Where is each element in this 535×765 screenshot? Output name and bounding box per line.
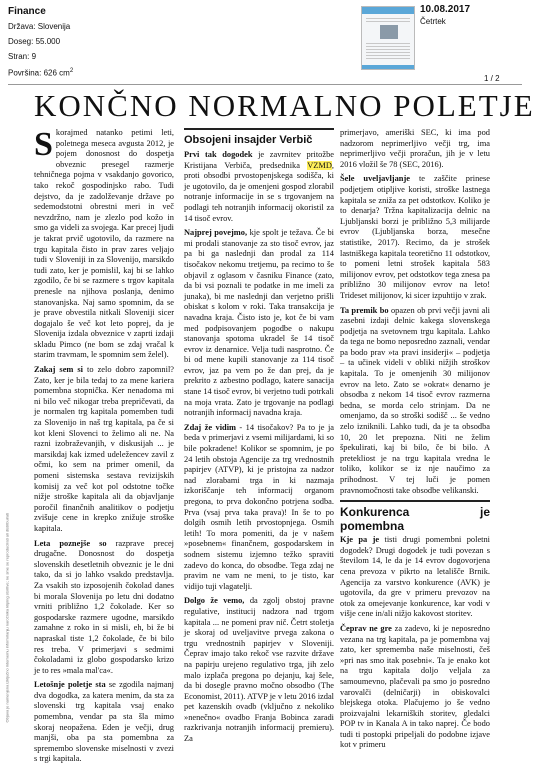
page-counter: 1 / 2 <box>484 74 500 83</box>
side-disclaimer: Objava je namenjena izključno internemu informiranju naročnika kliping storitve; ne sme se reproducirati ali distribuirati <box>4 512 10 723</box>
paragraph: Dolgo že vemo, da zgolj obstoj pravne regulative, institucij nadzora nad trgom kapitala ... ne pomeni prav nič. Četrt stoletja je skoraj od uveljavitve prvega zakona o trgu vrednostnih papirjev v Sloveniji. Čeprav imajo tako rekoč vse razvite države na papirju urejeno regulativo trga, jih zelo malo izplača pregona po dejanju, kaj šele, da bi dosegle pravno močno obsodbo (The Economist, 2011). ATVP je v letu 2016 izdal pet kazenskih ovadb (vključno z nekoliko »nenečno« ovadbo Franja Bobinca zaradi razkrivanja notranjih informacij premieru). Za <box>184 596 334 744</box>
country-label: Država: Slovenija <box>8 22 71 31</box>
paragraph: Zdaj že vidim - 14 tisočakov? Pa to je ja beda v primerjavi z vsemi milijardami, ki so bile pokradene! Kolikor se spomnim, je po 24 letih obstoja Agencije za trg vrednostnih papirjev (ATVP), ki je pristojna za nadzor nad zlorabami trga in ki nazmaja izkoriščanje teh informacij organom pregona, to prva dokončno potrjena sodba. Prva (vsaj prva taka prava)! In še to po dolgih osmih letih prvostopnjega. Osmih letih! To mora pomeniti, da je v našem »posebnem« finančnem, gospodarskem in sodnem sistemu izjemno težko spraviti zadevo do konca, do obsodbe. Tega zdaj ne pravim ne vam ne meni, to je tisto, kar vidijo tuji vlagatelji. <box>184 422 334 591</box>
subsection-title: Konkurenca je pomembna <box>340 500 490 533</box>
article-column-3 <box>340 128 490 750</box>
article-headline: KONČNO NORMALNO POLETJE <box>34 88 535 123</box>
reach-label: Doseg: 55.000 <box>8 37 61 46</box>
issue-date: 10.08.2017 <box>420 4 471 15</box>
paragraph: Prvi tak dogodek je zavrnitev pritožbe Kristijana Verbiča, predsednika VZMD, proti obsodbi prvostopenjskega sodišča, ki je ugotovilo, da je omenjeni gospod zlorabil notranje informacije in se s trgovanjem na podlagi teh notranjih informacij okoristil za 14 tisoč evrov. <box>184 150 334 223</box>
paragraph: Najprej povejmo, kje spolt je težava. Če bi mi prodali stanovanje za sto tisoč evrov, jaz pa bi ga naslednji dan prodal za 114 tisočakov nekomu tretjemu, pa recimo to še objavil z oglasom v časniku Finance (zato, da bi vsi poznali te podatke in me imeli za junaka), bi me naslednji dan verjetno prišli obiskat s kolom v roki. Taka transakcija je navadna kraja. Čisto isto je, kot če bi vam med podpisovanjem pogodbe o nakupu stanovanja spotoma ukradel še 14 tisoč evrov iz denarnice. Velja tudi nasprotno. Če bi od mene kupili stanovanje za 114 tisoč evrov, jaz pa vem po že dan prej, da je prekrito z azbestno podlago, katere sanacija stane 14 tisoč evrov, bi verjetno tudi potrkali na moja vrata. Zato je trgovanje na podlagi notranjih informacij navadna kraja. <box>184 228 334 418</box>
clipping-metadata <box>8 4 73 81</box>
drop-cap: S <box>34 126 53 163</box>
paragraph: Ta premik bo opazen ob prvi večji javni ali zasebni izdaji delnic kakega slovenskega podjetja na svetovnem trgu kapitala. Lahko da tega ne bomo neposredno zaznali, vendar pa bodo prav »ta pravi insiderji« – podjetja – ta učinek videli v obliki nižjih stroškov kapitala. To je omenjenih 30 milijonov evrov na leto. Zato se »okrat« denarno je obsodba z nekom 14 tisoč evrov razmerna bedna, se morda celo strinjam. Da ne omenjamo, da so stroški sodišč ... še vedno zelo izniknili. Lahko tudi, da je ta obsodba 10, 20 let prepozna. Niti ne želim špekulirati, kaj bi bilo, če bi bilo. A pretekliost je na trgu kapitala vredna le toliko, kolikor se iz nje naučimo za prihodnost. V tej luči je pomen pravnomočnosti take obsodbe velikanski. <box>340 305 490 495</box>
header-divider <box>8 84 522 85</box>
paragraph: korajmed natanko petimi leti, poletnega meseca avgusta 2012, je pojem donosnost do dospetja obveznic presegel razmerje tehničnega pojma v vsakdanjo govorico, tako rekoč gospodinjsko rabo. Tudi dejstvo, da je zadolževanje države po sedemodstotni obrestni meri in več nevzdržno, nam je zlezlo pod kožo in smo ga videli za svojega. Kar precej ljudi je takrat prvič ugotovilo, da razmere na trgu kapitala čisto in prav zares veljajo tudi v Sloveniji in za Slovenijo, marsikdo tudi zato, ker je pomislil, kaj bi se lahko zgodilo, če bi se razmere s trgov kapitala prenesle na njihova poslanja, denimo stanovanjska. Naj samo spomnim, da se je prave obvestila nitkali Sloveniji sicer dogajalo še več kot leto poprej, da je Slovenija izdala obveznice v zaprti izdaji skladu Pimco (ne bom se zdaj vračal k starim travmam, le spomnim sem želel). <box>34 128 174 360</box>
page-label: Stran: 9 <box>8 52 37 61</box>
paragraph: Zakaj sem si to zelo dobro zapomnil? Zato, ker je bila tedaj to za mene kariera pomembna stopnička. Ker nenadoma mi ni bilo več nikogar treba prepričevati, da je normalen trg kapitala pomemben tudi za Slovenijo in naš trg kapitala, pa če si kot kleni Slovenci to želimo ali ne. Na razni izobraževanjih, v diskusijah ... je marsikdaj kak izmed udeležencev zavil z očmi, ko sem na primer omenil, da pomeni sistemska sestava revizijskih komisij za več kot pol odstotne točke nižje stroške kapitala ali da objavljanje poročil finančnih analitikov o podjetju zvišuje cene in krepko znižuje stroške kapitala. <box>34 365 174 533</box>
page-thumbnail[interactable] <box>361 6 415 70</box>
highlighted-term: VZMD <box>307 160 332 170</box>
area-label: Površina: 626 $cm^2$ <box>8 68 74 78</box>
section-title: Obsojeni insajder Verbič <box>184 128 334 147</box>
paragraph: Kje pa je tisti drugi pomembni poletni dogodek? Drugi dogodek je tudi povezan s številom 14, le da je 14 evrov dogovorjena cena prevoza v pikrto na letališče Brnik. Agencija za varstvo konkurence (AVK) je ugotovila, da gre v primeru prevozov na otok za omejevanje konkurence, kar vodi v višje cene in/ali nižjo kakovost storitev. <box>340 535 490 619</box>
paragraph: Letošnje poletje sta se zgodila najmanj dva dogodka, za katera menim, da sta za slovenski trg kapitala vsaj enako pomembna, vendar pa sta šla mimo skoraj neopažena. Eden je večji, drug manjši, oba pa sta pomembna za spremembo slovenske miselnosti v zvezi s trgi kapitala. <box>34 680 175 764</box>
paragraph: primerjavo, ameriški SEC, ki ima pod nadzorom neprimerljivo večji trg, ima neprimerljivo večji proračun, jih je v letu 2016 vložil še 78 (SEC, 2016). <box>340 128 490 169</box>
publication-name: Finance <box>8 6 46 17</box>
issue-weekday: Četrtek <box>420 17 446 26</box>
paragraph: Čeprav ne gre za zadevo, ki je neposredno vezana na trg kapitala, pa je pomembna vaj zato, ker sprememba naše miselnosti, češ »pri nas smo itak posebni«. Ta je enako kot na trgu kapitala doljo veljala za samoumevno, plačevali pa smo jo posredno varovalči (delničarji) in obiskovalci blejskega otoka. Plačujemo jo še vedno proizvajalni lekarniških storitev, gledalci POP tv in Kanala A in tako naprej. Če bodo tudi ti postopki pripeljali do podobne izjave kot v primeru <box>340 623 490 750</box>
article-column-2 <box>184 128 334 744</box>
paragraph: Leta poznejše so razprave precej drugačne. Donosnost do dospetja slovenskih desetletnih obveznic je le dni tako, da si jo lahko vsakdo predstavlja. Za vsakih sto izposojenih čokolad danes bi morala Slovenija po letu dni dodatno vrniti približno 1,2 čokolade. Ker so gospodarske razmere ugodne, marsikdo zamahne z roko in si misli, eh, bi že bi napraskal tiste 1,2 čokolade, če bi bilo res treba. V primerjavi s sedmimi čokoladami iz globo gospodarsko krizo je to res »mala mal'ca«. <box>34 538 174 675</box>
article-column-1 <box>34 126 175 764</box>
paragraph: Šele uveljavljanje te zaščite prinese podjetjem otipljive koristi, stroške lastnega kapitala se zniža za pet odstotkov. Koliko je to denarja? Tržna kapitalizacija delnic na Ljubljanski borzi je približno 5,3 milijarde evrov (Ljubljanska borza, mesečne statistike, 2017). Recimo, da je strošek lastniškega kapitala teoretično 11 odstotkov, to pomeni letni strošek kapitala 583 milijonov evrov, pet odstotkov tega znesa pa približno 30 milijonov evrov na leto! Trideset milijonov, ki sicer izpuhtijo v zrak. <box>340 174 490 300</box>
